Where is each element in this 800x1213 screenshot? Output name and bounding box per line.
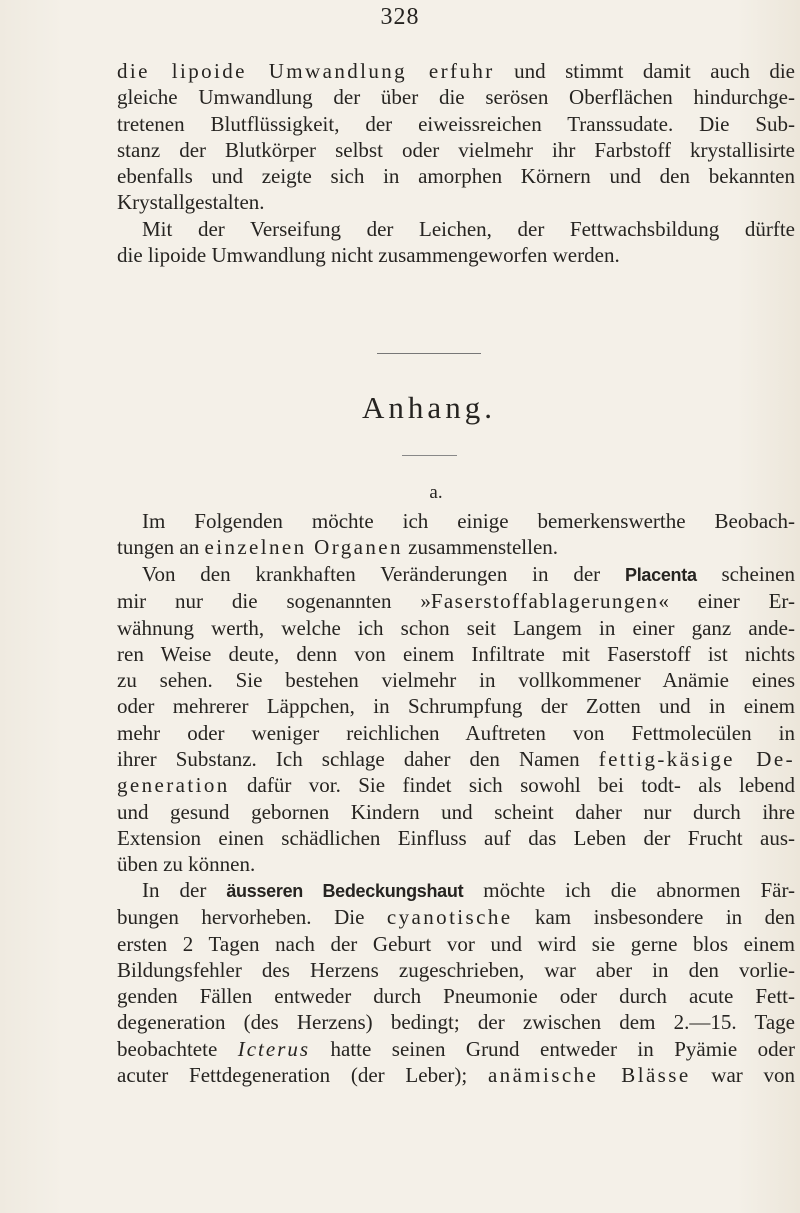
text-line (117, 1062, 795, 1088)
text-segment: ihrer Substanz. Ich schlage daher den Namen (117, 747, 599, 772)
spaced-phrase: einzelnen Organen (204, 535, 403, 560)
text-line (117, 1036, 795, 1062)
spaced-phrase: die lipoide Umwandlung erfuhr (117, 59, 495, 83)
text-line: ersten 2 Tagen nach der Geburt vor und wird sie gerne blos einem (117, 931, 795, 956)
heading-divider-rule (402, 455, 457, 456)
text-segment: zusammenstellen. (402, 535, 559, 560)
text-segment: Von den krankhaften Veränderungen in der (142, 562, 626, 586)
text-segment: war von (690, 1063, 795, 1088)
text-segment: möchte ich die abnormen Fär- (463, 878, 796, 902)
text-line (117, 746, 795, 772)
text-line: gleiche Umwandlung der über die serösen Oberflächen hindurchge- (117, 85, 795, 110)
paragraph-lipoid-conversion (117, 58, 795, 216)
text-segment: In der (142, 878, 227, 902)
text-segment: hatte seinen Grund entweder in Pyämie oder (310, 1036, 795, 1061)
spaced-phrase: cyanotische (386, 905, 513, 930)
spaced-phrase: fettig-käsige De- (598, 747, 795, 772)
text-line (117, 561, 795, 588)
text-segment: tungen an (117, 535, 205, 560)
text-segment: mir nur die sogenannten » (117, 589, 431, 614)
paragraph-observations-intro (117, 508, 795, 561)
bold-term: Placenta (625, 565, 697, 585)
text-line: mehr oder weniger reichlichen Auftreten von Fettmolecülen in (117, 720, 795, 745)
text-line: die lipoide Umwandlung nicht zusammengeworfen werden. (117, 243, 620, 268)
text-line: oder mehrerer Läppchen, in Schrumpfung der Zotten und in einem (117, 694, 795, 719)
text-line (117, 772, 795, 798)
spaced-phrase: Faserstoffablagerungen (430, 589, 659, 614)
paragraph-skin-coloration (117, 877, 795, 1088)
text-line: wähnung werth, welche ich schon seit Langem in einer ganz ande- (117, 615, 795, 640)
spaced-phrase: anämische Blässe (487, 1063, 691, 1088)
text-line (117, 877, 795, 904)
bold-term: äusseren Bedeckungshaut (226, 881, 464, 901)
paragraph-placenta (117, 561, 795, 878)
text-segment: kam insbesondere in den (512, 905, 795, 930)
text-segment: bungen hervorheben. Die (117, 905, 387, 930)
appendix-heading: Anhang. (362, 390, 496, 425)
text-line (117, 904, 795, 930)
text-line: degeneration (des Herzens) bedingt; der zwischen dem 2.—15. Tage (117, 1010, 795, 1035)
text-line: üben zu können. (117, 852, 256, 877)
text-segment: beobachtete (117, 1036, 238, 1061)
text-segment: scheinen (696, 562, 795, 586)
text-line: ren Weise deute, denn von einem Infiltrate mit Faserstoff ist nichts (117, 641, 795, 666)
text-line: genden Fällen entweder durch Pneumonie oder durch acute Fett- (117, 984, 795, 1009)
text-segment: und stimmt damit auch die (494, 59, 795, 83)
text-line: Bildungsfehler des Herzens zugeschrieben, war aber in den vorlie- (117, 957, 795, 982)
text-segment: dafür vor. Sie findet sich sowohl bei todt- als lebend (229, 773, 795, 798)
text-line: Extension einen schädlichen Einfluss auf das Leben der Frucht aus- (117, 825, 795, 850)
text-line: ebenfalls und zeigte sich in amorphen Körnern und den bekannten (117, 164, 795, 189)
text-segment: « einer Er- (658, 589, 795, 614)
text-line: Im Folgenden möchte ich einige bemerkenswerthe Beobach- (142, 509, 795, 533)
text-segment: acuter Fettdegeneration (der Leber); (117, 1063, 488, 1088)
text-line: stanz der Blutkörper selbst oder vielmehr ihr Farbstoff krystallisirte (117, 137, 795, 162)
text-line (117, 534, 795, 560)
italic-term: Icterus (237, 1036, 311, 1061)
text-line (117, 588, 795, 614)
section-letter: a. (429, 482, 443, 503)
section-divider-rule (377, 353, 481, 354)
text-line: tretenen Blutflüssigkeit, der eiweissreichen Transsudate. Die Sub- (117, 111, 795, 136)
text-line (117, 58, 795, 84)
text-line: zu sehen. Sie bestehen vielmehr in vollkommener Anämie eines (117, 668, 795, 693)
text-line: Mit der Verseifung der Leichen, der Fettwachsbildung dürfte (142, 217, 795, 241)
spaced-phrase: generation (117, 773, 230, 798)
text-line: Krystallgestalten. (117, 190, 265, 215)
paragraph-saponification (117, 216, 795, 269)
page-number: 328 (380, 4, 420, 30)
text-line: und gesund gebornen Kindern und scheint daher nur durch ihre (117, 799, 795, 824)
